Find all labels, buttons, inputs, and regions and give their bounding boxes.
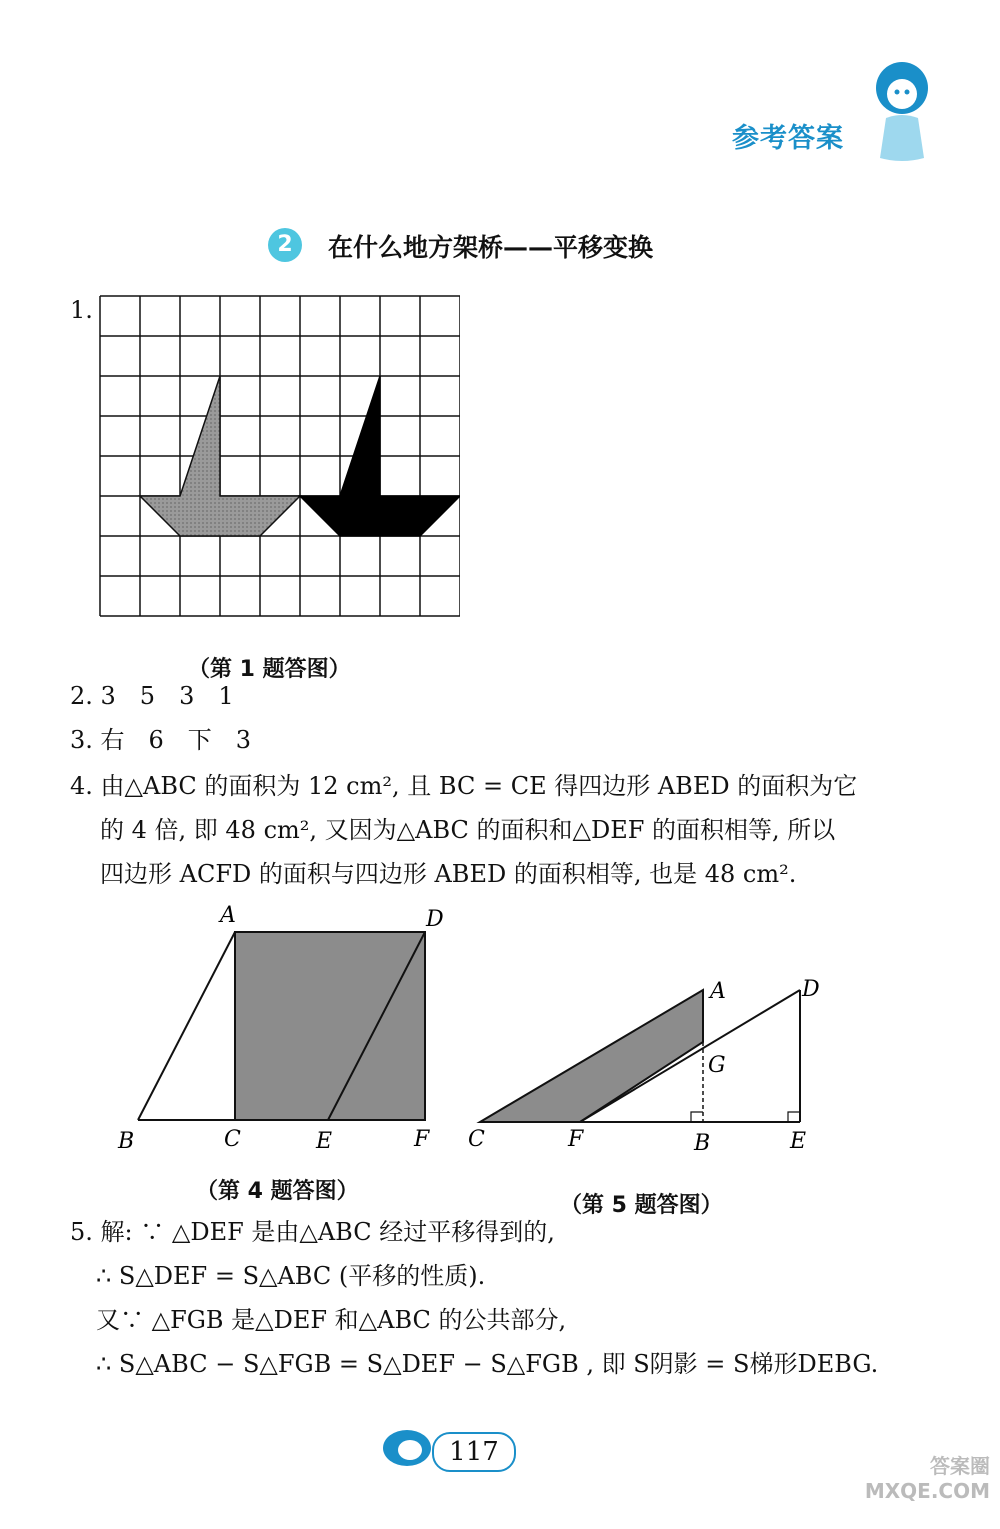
q4-line-2: 的 4 倍, 即 48 cm², 又因为△ABC 的面积和△DEF 的面积相等, 所以	[100, 816, 836, 844]
q5-label-F: F	[568, 1127, 584, 1152]
q5-line-2: ∴ S△DEF = S△ABC (平移的性质).	[96, 1262, 486, 1290]
q5-line-1: 5. 解: ∵ △DEF 是由△ABC 经过平移得到的,	[70, 1218, 555, 1246]
q1-number: 1.	[70, 296, 93, 324]
section-number-badge: 2	[268, 228, 302, 262]
q5-label-C: C	[468, 1127, 485, 1152]
q4-label-C: C	[224, 1127, 241, 1152]
q4-label-B: B	[118, 1129, 135, 1154]
q4-caption: （第 4 题答图）	[196, 1179, 359, 1204]
q5-label-D: D	[802, 977, 820, 1002]
mascot-icon	[862, 58, 942, 168]
section-title: 在什么地方架桥——平移变换	[328, 233, 654, 262]
q4-label-F: F	[414, 1127, 430, 1152]
page-number: 117	[432, 1432, 516, 1472]
q4-line-3: 四边形 ACFD 的面积与四边形 ABED 的面积相等, 也是 48 cm².	[100, 860, 797, 888]
q5-label-E: E	[790, 1129, 807, 1154]
q5-line-3: 又∵ △FGB 是△DEF 和△ABC 的公共部分,	[96, 1306, 567, 1334]
q4-line-1: 4. 由△ABC 的面积为 12 cm², 且 BC = CE 得四边形 ABED 的面积为它	[70, 772, 858, 800]
q4-label-A: A	[220, 903, 236, 928]
q4-label-E: E	[316, 1129, 333, 1154]
q3-answer: 3. 右 6 下 3	[70, 726, 252, 754]
q1-caption: （第 1 题答图）	[188, 657, 351, 682]
q2-answer: 2. 3 5 3 1	[70, 682, 234, 710]
q5-figure	[460, 972, 830, 1162]
q5-label-B: B	[694, 1131, 711, 1156]
q5-line-4: ∴ S△ABC − S△FGB = S△DEF − S△FGB , 即 S阴影 = S梯形DEBG.	[96, 1350, 879, 1378]
header-label: 参考答案	[732, 123, 844, 154]
q4-shaded-rect	[235, 932, 425, 1120]
q4-figure	[110, 900, 460, 1160]
footer-mascot-icon	[380, 1426, 434, 1470]
q5-label-A: A	[710, 979, 726, 1004]
q1-grid-figure	[98, 294, 460, 618]
q5-label-G: G	[708, 1053, 726, 1078]
watermark: 答案圈 MXQE.COM	[864, 1454, 990, 1503]
q5-shaded-trapezoid	[480, 990, 703, 1122]
q4-label-D: D	[426, 907, 444, 932]
q5-caption: （第 5 题答图）	[560, 1193, 723, 1218]
